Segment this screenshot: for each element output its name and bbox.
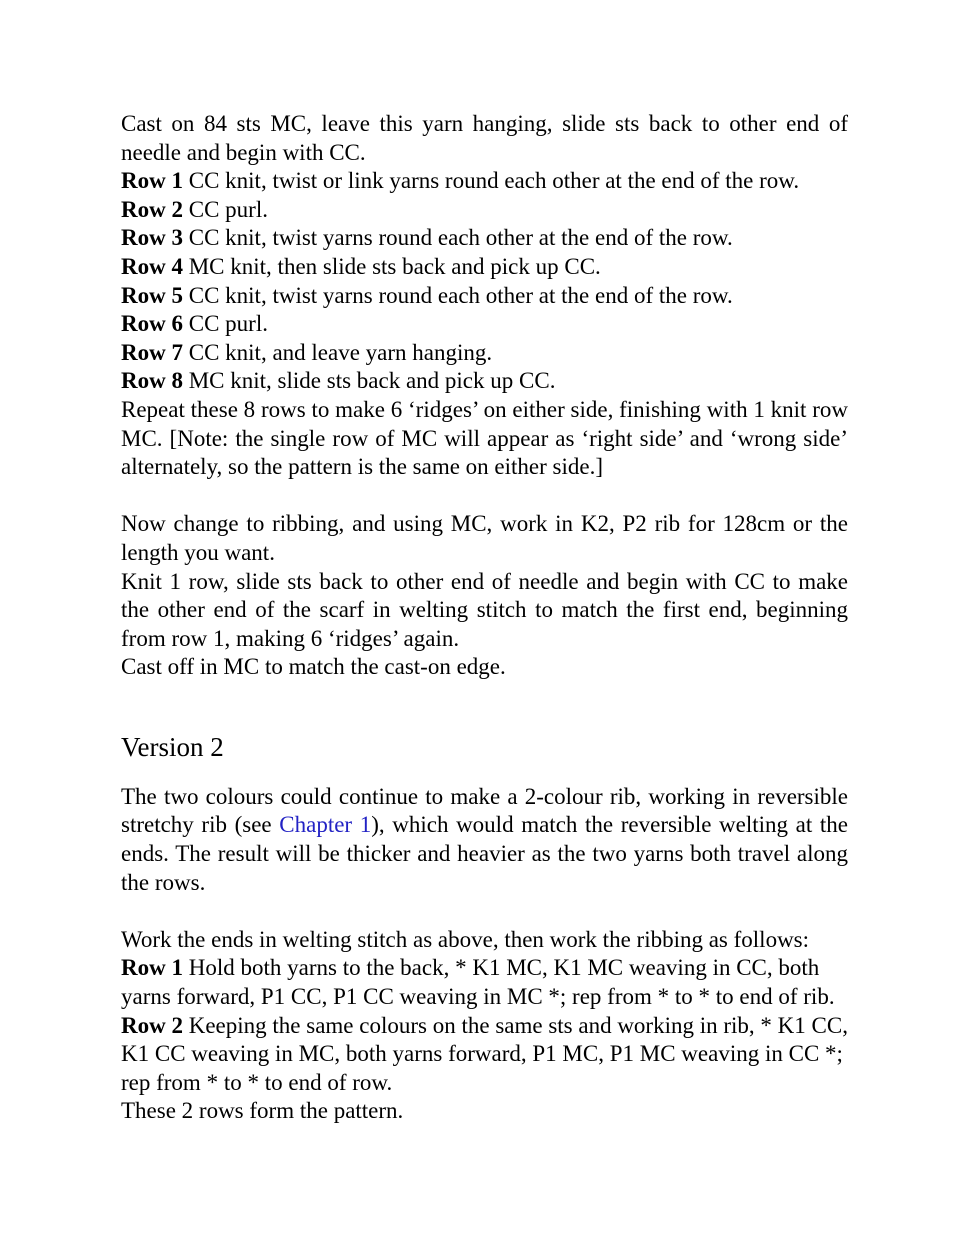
row-label: Row 2 <box>121 1012 183 1038</box>
paragraph-version2-intro <box>121 783 848 897</box>
paragraph-second-end: Knit 1 row, slide sts back to other end of needle and begin with CC to make the other end of the scarf in welting stitch to match the first end, beginning from row 1, making 6 ‘ridges’ again. <box>121 568 848 651</box>
row-text: CC purl. <box>182 311 268 337</box>
row-label: Row 1 <box>121 955 183 981</box>
intro-text-before-link: The two colours could continue to make a 2-colour rib, working in reversible stretchy rib (see <box>121 783 848 838</box>
ribbing-row-1 <box>121 954 848 1011</box>
row-text: MC knit, then slide sts back and pick up CC. <box>182 253 601 279</box>
row-label: Row 2 <box>121 196 183 222</box>
row-text: CC knit, and leave yarn hanging. <box>182 339 493 365</box>
paragraph-ribbing: Now change to ribbing, and using MC, work in K2, P2 rib for 128cm or the length you want. <box>121 511 848 565</box>
chapter-1-link[interactable]: Chapter 1 <box>279 812 372 838</box>
row-text: CC knit, twist yarns round each other at the end of the row. <box>182 225 733 251</box>
pattern-row-1 <box>121 167 848 196</box>
paragraph-cast-on: Cast on 84 sts MC, leave this yarn hanging, slide sts back to other end of needle and begin with CC. <box>121 111 848 165</box>
pattern-row-7 <box>121 339 848 368</box>
row-label: Row 6 <box>121 311 183 337</box>
row-text: Keeping the same colours on the same sts and working in rib, * K1 CC, K1 CC weaving in MC, both yarns forward, P1 MC, P1 MC weaving in CC *; rep from * to * to end of row. <box>121 1012 848 1095</box>
row-text: MC knit, slide sts back and pick up CC. <box>182 368 556 394</box>
row-label: Row 7 <box>121 339 183 365</box>
section-heading-version-2: Version 2 <box>121 731 224 762</box>
row-text: CC purl. <box>182 196 268 222</box>
row-label: Row 3 <box>121 225 183 251</box>
row-text: CC knit, twist or link yarns round each other at the end of the row. <box>182 168 800 194</box>
row-label: Row 1 <box>121 168 183 194</box>
pattern-row-8 <box>121 367 848 396</box>
intro-text-after-link: ), which would match the reversible welting at the ends. The result will be thicker and heavier as the two yarns both travel along the rows. <box>121 812 848 895</box>
paragraph-outro: These 2 rows form the pattern. <box>121 1098 404 1124</box>
paragraph-cast-off: Cast off in MC to match the cast-on edge. <box>121 654 506 680</box>
row-label: Row 8 <box>121 368 183 394</box>
pattern-row-4 <box>121 253 848 282</box>
row-label: Row 4 <box>121 253 183 279</box>
row-label: Row 5 <box>121 282 183 308</box>
pattern-row-5 <box>121 282 848 311</box>
paragraph-repeat-note: Repeat these 8 rows to make 6 ‘ridges’ on either side, finishing with 1 knit row MC. [Note: the single row of MC will appear as ‘right side’ and ‘wrong side’ alternately, so the pattern is the same on either side.] <box>121 396 848 480</box>
pattern-row-6 <box>121 310 848 339</box>
paragraph-work-ends: Work the ends in welting stitch as above, then work the ribbing as follows: <box>121 926 810 952</box>
row-text: Hold both yarns to the back, * K1 MC, K1 MC weaving in CC, both yarns forward, P1 CC, P1 CC weaving in MC *; rep from * to * to end of rib. <box>121 955 835 1010</box>
ribbing-row-2 <box>121 1012 848 1098</box>
row-text: CC knit, twist yarns round each other at the end of the row. <box>182 282 733 308</box>
pattern-row-3 <box>121 224 848 253</box>
pattern-row-2 <box>121 196 848 225</box>
